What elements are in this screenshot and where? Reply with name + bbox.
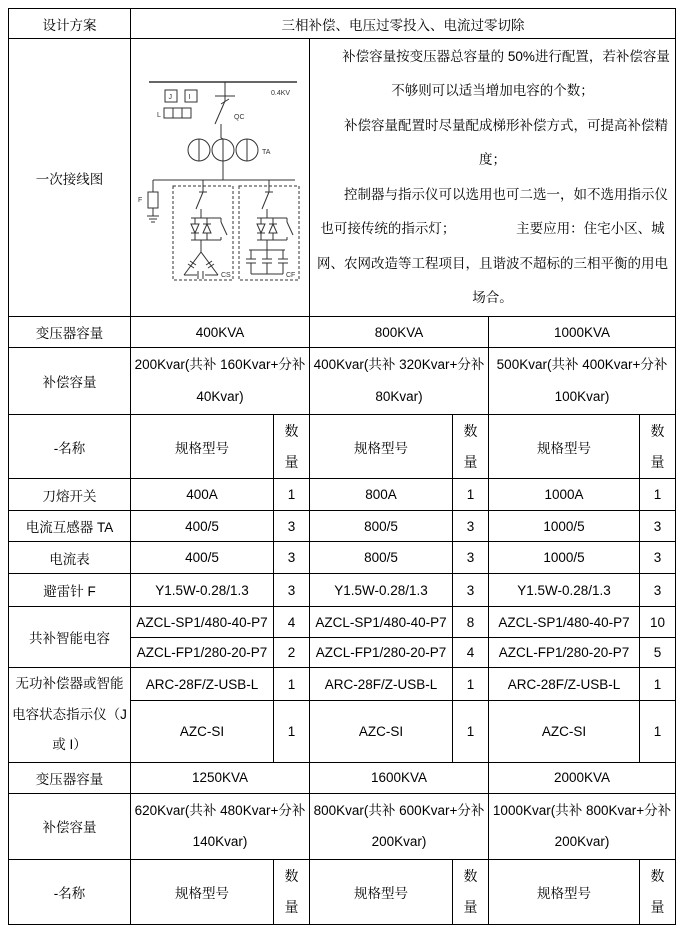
compensation-spec-table bbox=[8, 8, 676, 925]
equipment-qty: 3 bbox=[453, 542, 489, 574]
column-header-name: -名称 bbox=[9, 414, 131, 479]
row-compensation-capacity-1 bbox=[9, 348, 676, 414]
column-header-spec: 规格型号 bbox=[489, 414, 640, 479]
equipment-qty: 1 bbox=[274, 479, 310, 511]
design-scheme-value: 三相补偿、电压过零投入、电流过零切除 bbox=[131, 9, 676, 39]
equipment-spec: 1000/5 bbox=[489, 511, 640, 542]
equipment-qty: 4 bbox=[453, 638, 489, 668]
table-row-current-transformer bbox=[9, 511, 676, 542]
equipment-spec: 1000A bbox=[489, 479, 640, 511]
equipment-qty: 3 bbox=[274, 542, 310, 574]
one-line-diagram-cell bbox=[131, 39, 310, 317]
compensation-capacity-value: 1000Kvar(共补 800Kvar+分补 200Kvar) bbox=[489, 793, 676, 859]
equipment-spec: 400/5 bbox=[131, 542, 274, 574]
diagram-label: 一次接线图 bbox=[9, 39, 131, 317]
diagram-i-label: I bbox=[188, 94, 191, 102]
compensation-capacity-value: 620Kvar(共补 480Kvar+分补 140Kvar) bbox=[131, 793, 310, 859]
equipment-qty: 3 bbox=[640, 511, 676, 542]
equipment-spec: Y1.5W-0.28/1.3 bbox=[310, 574, 453, 607]
design-scheme-label: 设计方案 bbox=[9, 9, 131, 39]
compensation-capacity-label: 补偿容量 bbox=[9, 793, 131, 859]
equipment-qty: 1 bbox=[274, 700, 310, 762]
transformer-capacity-value: 1600KVA bbox=[310, 762, 489, 793]
equipment-spec: AZCL-FP1/280-20-P7 bbox=[131, 638, 274, 668]
column-header-qty: 数量 bbox=[274, 859, 310, 924]
diagram-qc-label: QC bbox=[234, 114, 245, 122]
diagram-l-label: L bbox=[157, 112, 161, 120]
column-header-spec: 规格型号 bbox=[310, 414, 453, 479]
equipment-qty: 1 bbox=[453, 700, 489, 762]
equipment-qty: 3 bbox=[453, 511, 489, 542]
note-paragraph-1: 补偿容量按变压器总容量的 50%进行配置，若补偿容量不够则可以适当增加电容的个数； bbox=[342, 49, 670, 99]
transformer-capacity-value: 800KVA bbox=[310, 317, 489, 348]
equipment-name: 无功补偿器或智能电容状态指示仪（J 或 I） bbox=[9, 668, 131, 762]
table-row-ammeter bbox=[9, 542, 676, 574]
equipment-spec: AZCL-SP1/480-40-P7 bbox=[310, 607, 453, 638]
row-column-header-2 bbox=[9, 859, 676, 924]
compensation-capacity-label: 补偿容量 bbox=[9, 348, 131, 414]
equipment-qty: 3 bbox=[453, 574, 489, 607]
equipment-qty: 3 bbox=[274, 574, 310, 607]
equipment-spec: AZCL-SP1/480-40-P7 bbox=[131, 607, 274, 638]
equipment-spec: Y1.5W-0.28/1.3 bbox=[489, 574, 640, 607]
column-header-qty: 数量 bbox=[640, 414, 676, 479]
equipment-spec: Y1.5W-0.28/1.3 bbox=[131, 574, 274, 607]
equipment-qty: 1 bbox=[640, 668, 676, 700]
compensation-capacity-value: 500Kvar(共补 400Kvar+分补 100Kvar) bbox=[489, 348, 676, 414]
transformer-capacity-label: 变压器容量 bbox=[9, 317, 131, 348]
note-paragraph-3: 控制器与指示仪可以选用也可二选一，如不选用指示仪也可接传统的指示灯； 主要应用：住宅小区、城网、农网改造等工程项目，且谐波不超标的三相平衡的用电场合。 bbox=[317, 186, 669, 305]
column-header-spec: 规格型号 bbox=[310, 859, 453, 924]
equipment-spec: ARC-28F/Z-USB-L bbox=[489, 668, 640, 700]
equipment-name: 共补智能电容 bbox=[9, 607, 131, 668]
equipment-qty: 2 bbox=[274, 638, 310, 668]
equipment-name: 刀熔开关 bbox=[9, 479, 131, 511]
equipment-spec: 800/5 bbox=[310, 542, 453, 574]
transformer-capacity-value: 400KVA bbox=[131, 317, 310, 348]
row-compensation-capacity-2 bbox=[9, 793, 676, 859]
table-row-arrester bbox=[9, 574, 676, 607]
compensation-capacity-value: 400Kvar(共补 320Kvar+分补 80Kvar) bbox=[310, 348, 489, 414]
column-header-spec: 规格型号 bbox=[131, 414, 274, 479]
equipment-spec: 800/5 bbox=[310, 511, 453, 542]
column-header-spec: 规格型号 bbox=[131, 859, 274, 924]
column-header-spec: 规格型号 bbox=[489, 859, 640, 924]
table-row-reactive-compensator bbox=[9, 668, 676, 700]
equipment-spec: 800A bbox=[310, 479, 453, 511]
one-line-diagram bbox=[134, 68, 310, 284]
equipment-qty: 1 bbox=[453, 479, 489, 511]
row-transformer-capacity-1 bbox=[9, 317, 676, 348]
equipment-qty: 3 bbox=[640, 574, 676, 607]
column-header-qty: 数量 bbox=[274, 414, 310, 479]
row-diagram bbox=[9, 39, 676, 317]
compensation-capacity-value: 800Kvar(共补 600Kvar+分补 200Kvar) bbox=[310, 793, 489, 859]
diagram-f-label: F bbox=[138, 197, 143, 205]
equipment-spec: AZC-SI bbox=[489, 700, 640, 762]
equipment-spec: ARC-28F/Z-USB-L bbox=[310, 668, 453, 700]
equipment-qty: 3 bbox=[640, 542, 676, 574]
equipment-spec: AZCL-FP1/280-20-P7 bbox=[310, 638, 453, 668]
note-paragraph-2: 补偿容量配置时尽量配成梯形补偿方式，可提高补偿精度； bbox=[344, 117, 669, 168]
table-row-group-capacitor-sp1 bbox=[9, 607, 676, 638]
column-header-name: -名称 bbox=[9, 859, 131, 924]
equipment-qty: 1 bbox=[453, 668, 489, 700]
diagram-ta-label: TA bbox=[262, 149, 271, 157]
diagram-j-label: J bbox=[168, 94, 172, 102]
equipment-qty: 1 bbox=[640, 479, 676, 511]
diagram-voltage-label: 0.4KV bbox=[271, 90, 291, 98]
row-transformer-capacity-2 bbox=[9, 762, 676, 793]
row-column-header-1 bbox=[9, 414, 676, 479]
equipment-spec: AZC-SI bbox=[131, 700, 274, 762]
equipment-spec: 1000/5 bbox=[489, 542, 640, 574]
equipment-qty: 1 bbox=[274, 668, 310, 700]
equipment-spec: 400A bbox=[131, 479, 274, 511]
column-header-qty: 数量 bbox=[640, 859, 676, 924]
equipment-spec: AZCL-FP1/280-20-P7 bbox=[489, 638, 640, 668]
diagram-cf-label: CF bbox=[286, 272, 296, 280]
equipment-name: 电流互感器 TA bbox=[9, 511, 131, 542]
equipment-qty: 4 bbox=[274, 607, 310, 638]
equipment-qty: 8 bbox=[453, 607, 489, 638]
equipment-name: 避雷针 F bbox=[9, 574, 131, 607]
transformer-capacity-value: 2000KVA bbox=[489, 762, 676, 793]
transformer-capacity-value: 1250KVA bbox=[131, 762, 310, 793]
row-design-scheme bbox=[9, 9, 676, 39]
equipment-qty: 5 bbox=[640, 638, 676, 668]
column-header-qty: 数量 bbox=[453, 859, 489, 924]
equipment-spec: ARC-28F/Z-USB-L bbox=[131, 668, 274, 700]
table-row-knife-fuse-switch bbox=[9, 479, 676, 511]
equipment-qty: 10 bbox=[640, 607, 676, 638]
equipment-qty: 1 bbox=[640, 700, 676, 762]
equipment-spec: AZCL-SP1/480-40-P7 bbox=[489, 607, 640, 638]
notes-cell bbox=[310, 39, 676, 317]
equipment-qty: 3 bbox=[274, 511, 310, 542]
transformer-capacity-value: 1000KVA bbox=[489, 317, 676, 348]
equipment-spec: AZC-SI bbox=[310, 700, 453, 762]
transformer-capacity-label: 变压器容量 bbox=[9, 762, 131, 793]
diagram-cs-label: CS bbox=[221, 272, 231, 280]
compensation-capacity-value: 200Kvar(共补 160Kvar+分补 40Kvar) bbox=[131, 348, 310, 414]
equipment-name: 电流表 bbox=[9, 542, 131, 574]
column-header-qty: 数量 bbox=[453, 414, 489, 479]
equipment-spec: 400/5 bbox=[131, 511, 274, 542]
